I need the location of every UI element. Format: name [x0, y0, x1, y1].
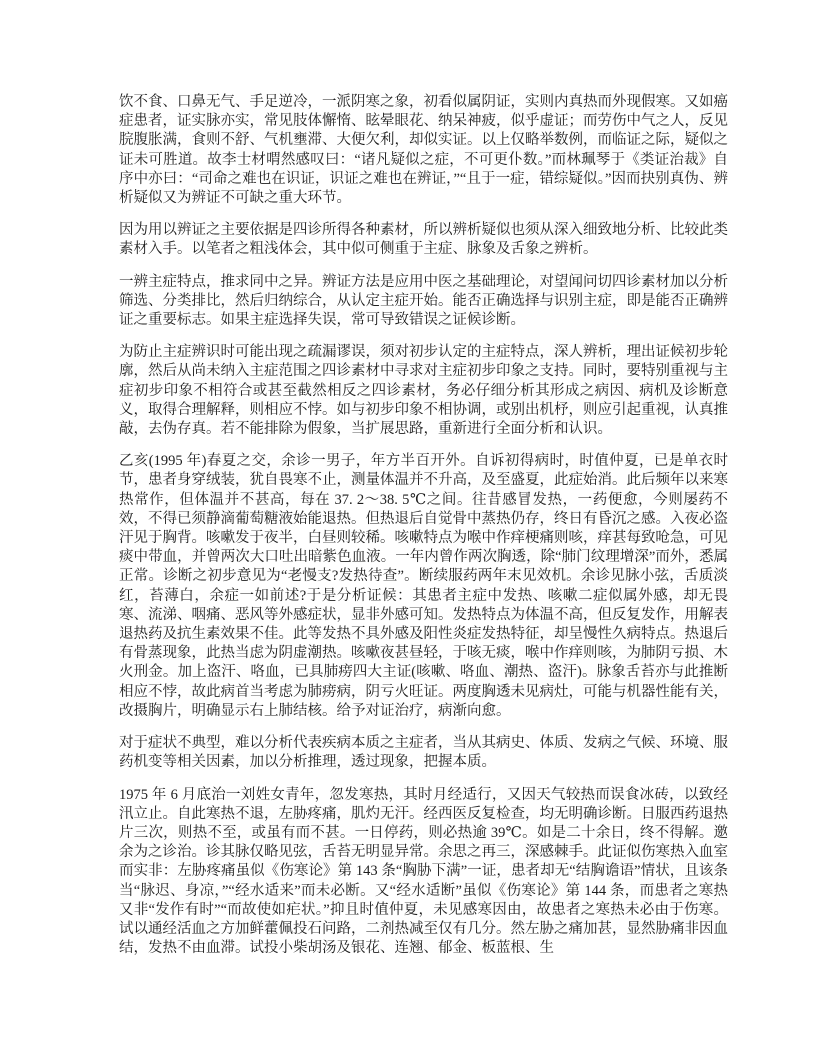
page-text-block: [119, 93, 728, 958]
paragraph: 为防止主症辨识时可能出现之疏漏谬误，须对初步认定的主症特点，深人辨析，理出证候初步轮廓，然后从尚未纳入主症范围之四诊素材中寻求对主症初步印象之支持。同时，要特别重视与主症初步印象不相符合或甚至截然相反之四诊素材，务必仔细分析其形成之病因、病机及诊断意义，取得合理解释，则相应不悖。如与初步印象不相协调，或别出机杼，则应引起重视，认真推敲，去伪存真。若不能排除为假象，当扩展思路，重新进行全面分析和认识。: [119, 344, 728, 438]
paragraph: 1975 年 6 月底治一刘姓女青年，忽发寒热，其时月经适行，又因天气较热而误食冰砖，以致经汛立止。自此寒热不退，左胁疼痛，肌灼无汗。经西医反复检查，均无明确诊断。日服西药退热片三次，则热不至，或虽有而不甚。一日停药，则必热逾 39℃。如是二十余日，终不得解。邀余为之诊治。诊其脉仅略见弦，舌苔无明显异常。余思之再三，深感棘手。此证似伤寒热入血室而实非：左胁疼痛虽似《伤寒论》第 143 条“胸胁下满”一证，患者却无“结胸谵语”情状，且该条当“脉迟、身凉，”“经水适来”而未必断。又“经水适断”虽似《伤寒论》第 144 条，而患者之寒热又非“发作有时”“而故使如疟状。”抑且时值仲夏，未见感寒因由，故患者之寒热未必由于伤寒。试以通经活血之方加鲜藿佩投石问路，二剂热减至仅有几分。然左胁之痛加甚，显然胁痛非因血结，发热不由血滞。试投小柴胡汤及银花、连翘、郁金、板蓝根、生: [119, 786, 728, 957]
paragraph: 乙亥(1995 年)春夏之交，余诊一男子，年方半百开外。自诉初得病时，时值仲夏，已是单衣时节，患者身穿绒装，犹自畏寒不止，测量体温并不升高，及至盛夏，此症始消。此后频年以来寒热常作，但体温并不甚高，每在 37. 2～38. 5℃之间。往昔感冒发热，一药便愈，今则屡药不效，不得已须静滴葡萄糖液始能退热。但热退后自觉骨中蒸热仍存，终日有昏沉之感。入夜必盗汗见于胸背。咳嗽发于夜半，白昼则较稀。咳嗽特点为喉中作痒梗痛则咳，痒甚每致呛急，可见痰中带血，并曾两次大口吐出暗紫色血液。一年内曾作两次胸透，除“肺门纹理增深”而外，悉属正常。诊断之初步意见为“老慢支?发热待查”。断续服药两年末见效机。余诊见脉小弦，舌质淡红，苔薄白，余症一如前述?于是分析证候：其患者主症中发热、咳嗽二症似属外感，却无畏寒、流涕、咽痛、恶风等外感症状，显非外感可知。发热特点为体温不高，但反复发作，用解表退热药及抗生素效果不佳。此等发热不具外感及阳性炎症发热特征，却呈慢性久病特点。热退后有骨蒸现象，此热当虑为阴虚潮热。咳嗽夜甚昼轻，于咳无痰，喉中作痒则咳，为肺阴亏损、木火刑金。加上盗汗、咯血，已具肺痨四大主证(咳嗽、咯血、潮热、盗汗)。脉象舌苔亦与此推断相应不悖，故此病首当考虑为肺痨病，阴亏火旺证。两度胸透未见病灶，可能与机器性能有关，改摄胸片，明确显示右上肺结核。给予对证治疗，病渐向愈。: [119, 453, 728, 719]
paragraph: 因为用以辨证之主要依据是四诊所得各种素材，所以辨析疑似也须从深入细致地分析、比较此类素材入手。以笔者之粗浅体会，其中似可侧重于主症、脉象及舌象之辨析。: [119, 222, 728, 258]
paragraph: 对于症状不典型，难以分析代表疾病本质之主症者，当从其病史、体质、发病之气候、环境、服药机变等相关因素，加以分析推理，透过现象，把握本质。: [119, 735, 728, 771]
paragraph: 一辨主症特点，推求同中之异。辨证方法是应用中医之基础理论，对望闻问切四诊素材加以分析筛选、分类排比，然后归纳综合，从认定主症开始。能否正确选择与识别主症，即是能否正确辨证之重要标志。如果主症选择失误，常可导致错误之证候诊断。: [119, 273, 728, 329]
paragraph: 饮不食、口鼻无气、手足逆冷，一派阴寒之象，初看似属阴证，实则内真热而外现假寒。又如癌症患者，证实脉亦实，常见肢体懈惰、眩晕眼花、纳呆神疲，似乎虚证；而劳伤中气之人，反见脘腹胀满，食则不舒、气机壅滞、大便欠利，却似实证。以上仅略举数例，而临证之际，疑似之证未可胜道。故李士材喟然感叹曰：“诸凡疑似之症，不可更仆数。”而林珮琴于《类证治裁》自序中亦曰：“司命之难也在识证，识证之难也在辨证，”“且于一症，错综疑似。”因而抉别真伪、辨析疑似又为辨证不可缺之重大环节。: [119, 94, 728, 207]
